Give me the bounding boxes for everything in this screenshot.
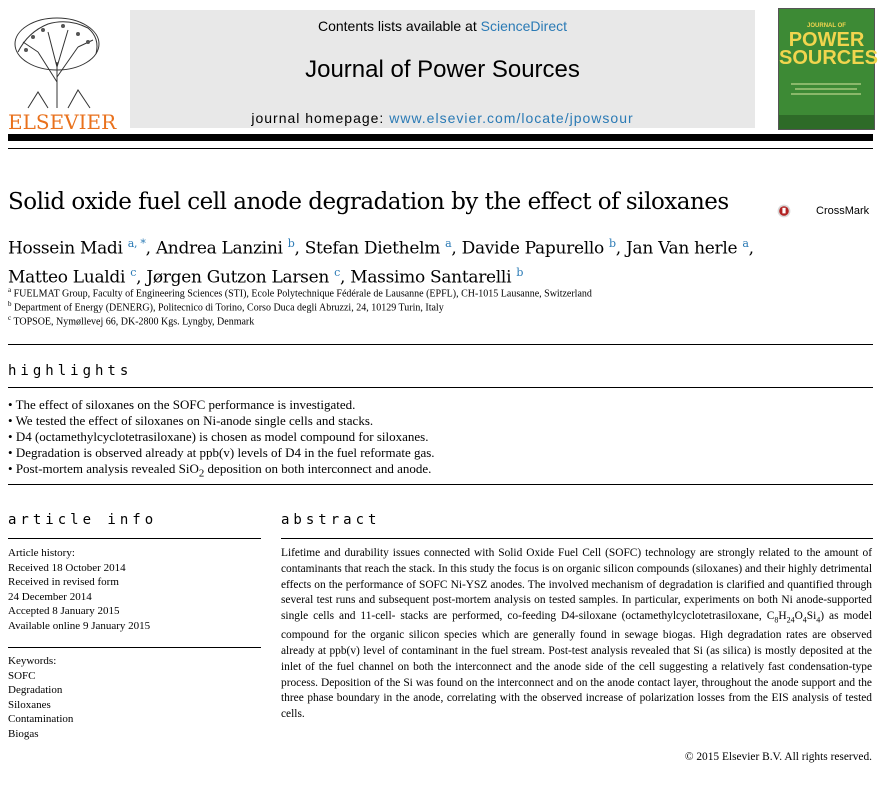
cover-line1: JOURNAL OF xyxy=(807,23,846,29)
affiliation-text: Department of Energy (DENERG), Politecnico di Torino, Corso Duca degli Abruzzi, 24, 10129 Turin, Italy xyxy=(14,302,444,314)
highlights-heading: highlights xyxy=(8,363,133,379)
keyword: Degradation xyxy=(8,684,63,696)
highlights-bottom-rule xyxy=(8,484,873,485)
history-divider xyxy=(8,633,261,648)
affiliation-b xyxy=(8,300,444,313)
keyword: Contamination xyxy=(8,713,74,725)
author-affiliation-marker[interactable]: c xyxy=(334,265,340,279)
author[interactable]: Massimo Santarelli xyxy=(350,267,512,288)
highlight-text: Post-mortem analysis revealed SiO xyxy=(15,461,199,476)
author[interactable]: Stefan Diethelm xyxy=(304,238,441,259)
author-affiliation-marker[interactable]: c xyxy=(130,265,137,279)
header-rule-thin xyxy=(8,148,873,149)
cover-line2 xyxy=(779,29,878,69)
abstract-rule xyxy=(281,538,873,539)
homepage-line xyxy=(130,110,755,126)
keyword: SOFC xyxy=(8,669,36,682)
highlight-item: • We tested the effect of siloxanes on Ni-anode single cells and stacks. xyxy=(8,413,435,429)
affiliation-marker: c xyxy=(8,314,12,322)
author[interactable]: Andrea Lanzini xyxy=(155,238,283,259)
affiliation-text: TOPSOE, Nymøllevej 66, DK-2800 Kgs. Lyngby, Denmark xyxy=(13,316,255,328)
history-entry: Received in revised form xyxy=(8,576,119,588)
history-entry: 24 December 2014 xyxy=(8,590,92,603)
keyword: Biogas xyxy=(8,727,39,740)
author[interactable]: Jan Van herle xyxy=(626,238,738,259)
cover-power: POWER xyxy=(788,29,865,51)
abstract-part2: ) as model compound for the organic silicon species which are generally found in sewage biogas. High degradation rates are observed already at ppb(v) level of contaminant in the fuel stream. Post-test analysis revealed that Si (as silica) is mostly deposited at the inlet of the fuel channel on both the interconnect and the anode side of the cell suggesting a relatively fast condensation-type process. Deposition of the Si was found on the interconnect and on the anode contact layer, throughout the anode support and the three phase boundary in the anode, correlating with the observed increase of polarization losses from the EIS analysis of tested cells. xyxy=(281,610,872,721)
highlight-item: • The effect of siloxanes on the SOFC performance is investigated. xyxy=(8,397,435,413)
cover-text-lines xyxy=(791,81,861,101)
elsevier-tree-logo xyxy=(8,12,106,110)
author-list: Hossein Madi $^{a, *}$, Andrea Lanzini $^b$, Stefan Diethelm $^a$, Davide Papurello $^b$, Jan Van herle $^a$, Matteo Lualdi $^c$, Jørgen Gutzon Larsen $^c$, Massimo Santarelli $^b$ xyxy=(8,237,754,288)
highlights-list xyxy=(8,397,435,482)
article-history xyxy=(8,546,258,741)
crossmark-label[interactable]: CrossMark xyxy=(816,205,870,217)
abstract-heading: abstract xyxy=(281,512,381,528)
highlight-item: • Degradation is observed already at ppb(v) levels of D4 in the fuel reformate gas. xyxy=(8,445,435,461)
author-affiliation-marker[interactable]: b xyxy=(287,237,295,250)
affiliation-text: FUELMAT Group, Faculty of Engineering Sciences (STI), Ecole Polytechnique Fédérale de Lausanne (EPFL), CH-1015 Lausanne, Switzerland xyxy=(13,288,592,300)
contents-line xyxy=(130,18,755,34)
affiliation-a xyxy=(8,286,592,299)
sciencedirect-link[interactable]: ScienceDirect xyxy=(480,18,567,34)
highlight-item: • D4 (octamethylcyclotetrasiloxane) is chosen as model compound for siloxanes. xyxy=(8,429,435,445)
abstract-part1: Lifetime and durability issues connected with Solid Oxide Fuel Cell (SOFC) technology are strongly related to the amount of contaminants that reach the stack. In this study the focus is on organic silicon compounds (siloxanes) and their highly detrimental effects on the performance of SOFC Ni-YSZ anodes. The involved mechanism of degradation is clarified and quantified through several test runs and subsequent post-mortem analysis on tested samples. In particular, experiments on both Ni anode-supported single cells and 11-cell- stacks are performed, co-feeding D4-siloxane (octamethylcyclotetrasiloxane, xyxy=(281,547,872,623)
history-entry: Available online 9 January 2015 xyxy=(8,619,151,632)
author[interactable]: Hossein Madi xyxy=(8,238,123,259)
cover-footer xyxy=(779,115,874,129)
affiliation-marker: b xyxy=(8,300,12,308)
keyword: Siloxanes xyxy=(8,698,51,711)
highlight-item xyxy=(8,461,435,482)
homepage-link[interactable]: www.elsevier.com/locate/jpowsour xyxy=(389,110,634,126)
journal-title: Journal of Power Sources xyxy=(305,56,580,83)
author-affiliation-marker[interactable]: b xyxy=(609,237,616,250)
highlight-text: deposition on both interconnect and anode. xyxy=(204,461,432,476)
homepage-prefix: journal homepage: xyxy=(251,110,390,126)
author-affiliation-marker[interactable]: a xyxy=(445,237,452,250)
author-affiliation-marker[interactable]: b xyxy=(516,265,524,279)
journal-cover[interactable] xyxy=(778,8,878,130)
contents-prefix: Contents lists available at xyxy=(317,18,481,34)
author[interactable]: Davide Papurello xyxy=(461,238,604,259)
crossmark-icon[interactable] xyxy=(776,194,816,228)
cover-sources: SOURCES xyxy=(779,47,878,69)
chemical-formula: $C_8H_{24}O_4Si_4$ xyxy=(766,610,821,625)
affiliation-rule xyxy=(8,344,873,345)
article-info-heading: article info xyxy=(8,512,158,528)
abstract-text xyxy=(281,546,872,723)
copyright: © 2015 Elsevier B.V. All rights reserved. xyxy=(684,751,872,763)
author-affiliation-marker[interactable]: a xyxy=(742,237,749,250)
article-info-rule xyxy=(8,538,261,539)
author-affiliation-marker[interactable]: a, * xyxy=(127,237,146,250)
article-title: Solid oxide fuel cell anode degradation by the effect of siloxanes xyxy=(8,189,729,215)
history-label: Article history: xyxy=(8,547,75,559)
author[interactable]: Matteo Lualdi xyxy=(8,267,126,288)
author[interactable]: Jørgen Gutzon Larsen xyxy=(146,267,330,288)
affiliation-marker: a xyxy=(8,286,12,294)
header-rule-thick xyxy=(8,134,873,141)
highlight-subscript: 2 xyxy=(198,467,205,480)
history-entry: Accepted 8 January 2015 xyxy=(8,605,120,617)
publisher-wordmark: ELSEVIER xyxy=(8,110,117,134)
history-entry: Received 18 October 2014 xyxy=(8,561,126,574)
highlights-rule xyxy=(8,387,873,388)
keywords-label: Keywords: xyxy=(8,655,57,667)
affiliation-c xyxy=(8,314,254,327)
